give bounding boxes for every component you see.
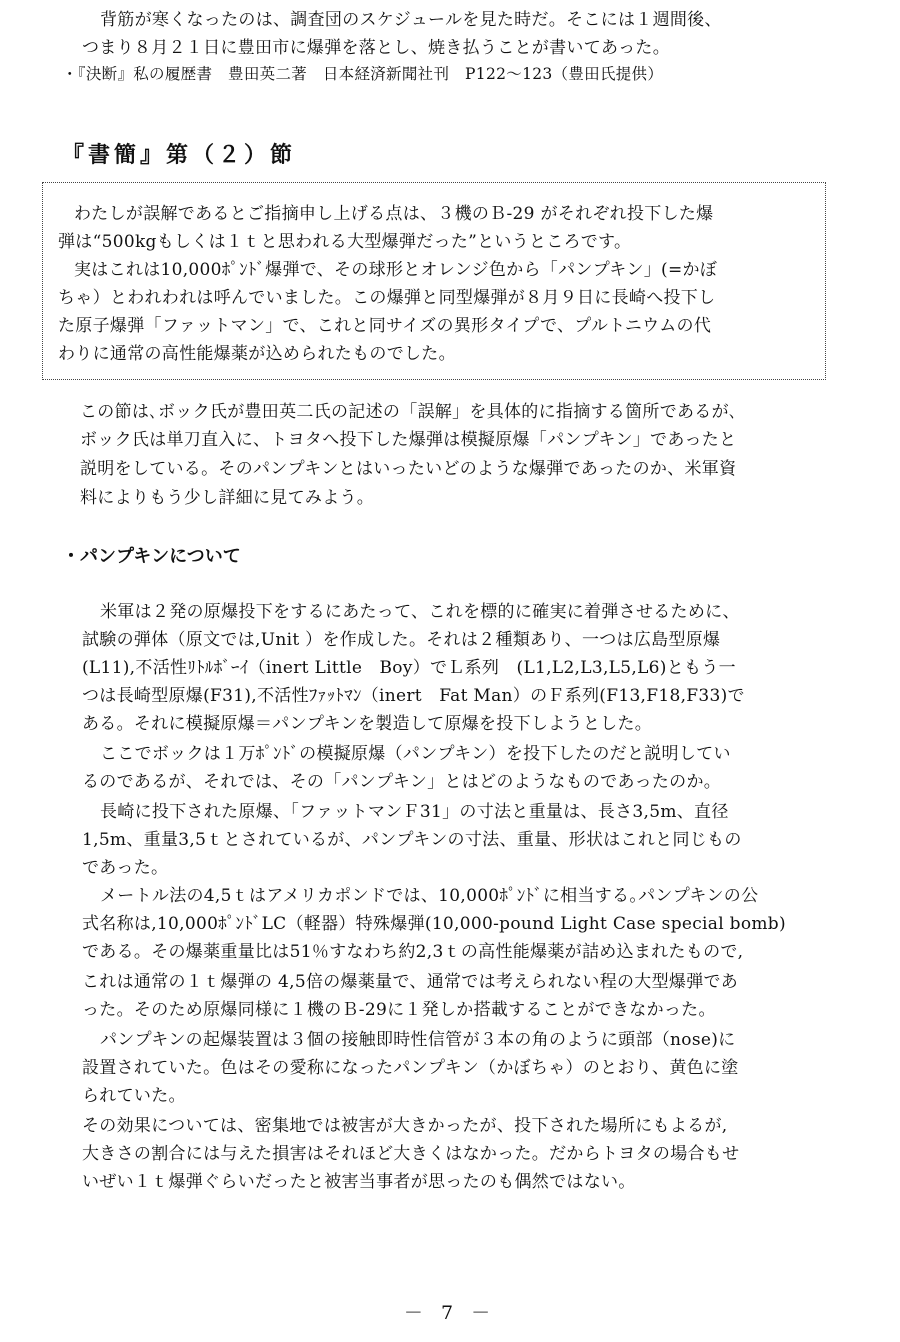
body-line: 長崎に投下された原爆、「ファットマンＦ31」の寸法と重量は、長さ3,5m、直径 [100, 802, 729, 822]
body-line: 試験の弾体（原文では,Unit ）を作成した。それは２種類あり、一つは広島型原爆 [82, 630, 721, 650]
commentary-line: 説明をしている。そのパンプキンとはいったいどのような爆弾であったのか、米軍資 [80, 459, 737, 479]
body-line: メートル法の4,5ｔはアメリカポンドでは、10,000ﾎﾟﾝﾄﾞに相当する｡パンプキンの公 [100, 886, 759, 906]
intro-line: 背筋が寒くなったのは、調査団のスケジュールを見た時だ。そこには１週間後、 [100, 10, 722, 30]
body-line: られていた。 [82, 1086, 186, 1106]
body-line: であった。 [82, 858, 169, 878]
body-line: である。その爆薬重量比は51％すなわち約2,3ｔの高性能爆薬が詰め込まれたもので, [82, 942, 744, 962]
quote-line: 弾は“500kgもしくは１ｔと思われる大型爆弾だった”というところです。 [58, 232, 632, 252]
body-line: これは通常の１ｔ爆弾の 4,5倍の爆薬量で、通常では考えられない程の大型爆弾であ [82, 972, 739, 992]
body-line: パンプキンの起爆装置は３個の接触即時性信管が３本の角のように頭部（nose)に [100, 1030, 736, 1050]
quote-line: わりに通常の高性能爆薬が込められたものでした。 [58, 344, 456, 364]
page-number: － 7 － [403, 1302, 497, 1324]
body-line: (L11),不活性ﾘﾄﾙﾎﾞｰｲ（inert Little Boy）でＬ系列 (L1,L2,L3,L5,L6)ともう一 [82, 658, 736, 678]
body-line: つは長崎型原爆(F31),不活性ﾌｧｯﾄﾏﾝ（inert Fat Man）のＦ系列(F13,F18,F33)で [82, 686, 745, 706]
body-line: 式名称は,10,000ﾎﾟﾝﾄﾞLC（軽器）特殊爆弾(10,000-pound Light Case special bomb) [82, 914, 786, 934]
quote-line: わたしが誤解であるとご指摘申し上げる点は、３機のＢ-29 がそれぞれ投下した爆 [74, 204, 714, 224]
quote-line: 実はこれは10,000ﾎﾟﾝﾄﾞ爆弾で、その球形とオレンジ色から「パンプキン」(=かぼ [74, 260, 718, 280]
commentary-line: 料によりもう少し詳細に見てみよう。 [80, 488, 375, 508]
body-line: 米軍は２発の原爆投下をするにあたって、これを標的に確実に着弾させるために、 [100, 602, 740, 622]
quote-line: た原子爆弾「ファットマン」で、これと同サイズの異形タイプで、プルトニウムの代 [58, 316, 712, 336]
body-line: った。そのため原爆同様に１機のＢ-29に１発しか搭載することができなかった。 [82, 1000, 716, 1020]
body-line: るのであるが、それでは、その「パンプキン」とはどのようなものであったのか。 [82, 772, 722, 792]
section-heading: 『書簡』第（２）節 [62, 142, 297, 168]
intro-line: つまり８月２１日に豊田市に爆弾を落とし、焼き払うことが書いてあった。 [82, 38, 671, 58]
commentary-line: この節は､ボック氏が豊田英二氏の記述の「誤解」を具体的に指摘する箇所であるが､ [80, 402, 738, 422]
subsection-heading: ・パンプキンについて [62, 546, 241, 567]
commentary-line: ボック氏は単刀直入に、トヨタへ投下した爆弾は模擬原爆「パンプキン」であったと [80, 430, 737, 450]
body-line: ここでボックは１万ﾎﾟﾝﾄﾞの模擬原爆（パンプキン）を投下したのだと説明してい [100, 744, 731, 764]
quote-line: ちゃ）とわれわれは呼んでいました。この爆弾と同型爆弾が８月９日に長崎へ投下し [58, 288, 716, 308]
body-line: その効果については、密集地では被害が大きかったが、投下された場所にもよるが, [82, 1116, 728, 1136]
body-line: 設置されていた。色はその愛称になったパンプキン（かぼちゃ）のとおり、黄色に塗 [82, 1058, 739, 1078]
body-line: 大きさの割合には与えた損害はそれほど大きくはなかった。だからトヨタの場合もせ [82, 1144, 740, 1164]
body-line: ある。それに模擬原爆＝パンプキンを製造して原爆を投下しようとした。 [82, 714, 653, 734]
citation: ・『決断』私の履歴書 豊田英二著 日本経済新聞社刊 P122～123（豊田氏提供） [62, 65, 664, 83]
body-line: いぜい１ｔ爆弾ぐらいだったと被害当事者が思ったのも偶然ではない。 [82, 1172, 636, 1192]
body-line: 1,5m、重量3,5ｔとされているが、パンプキンの寸法、重量、形状はこれと同じもの [82, 830, 742, 850]
